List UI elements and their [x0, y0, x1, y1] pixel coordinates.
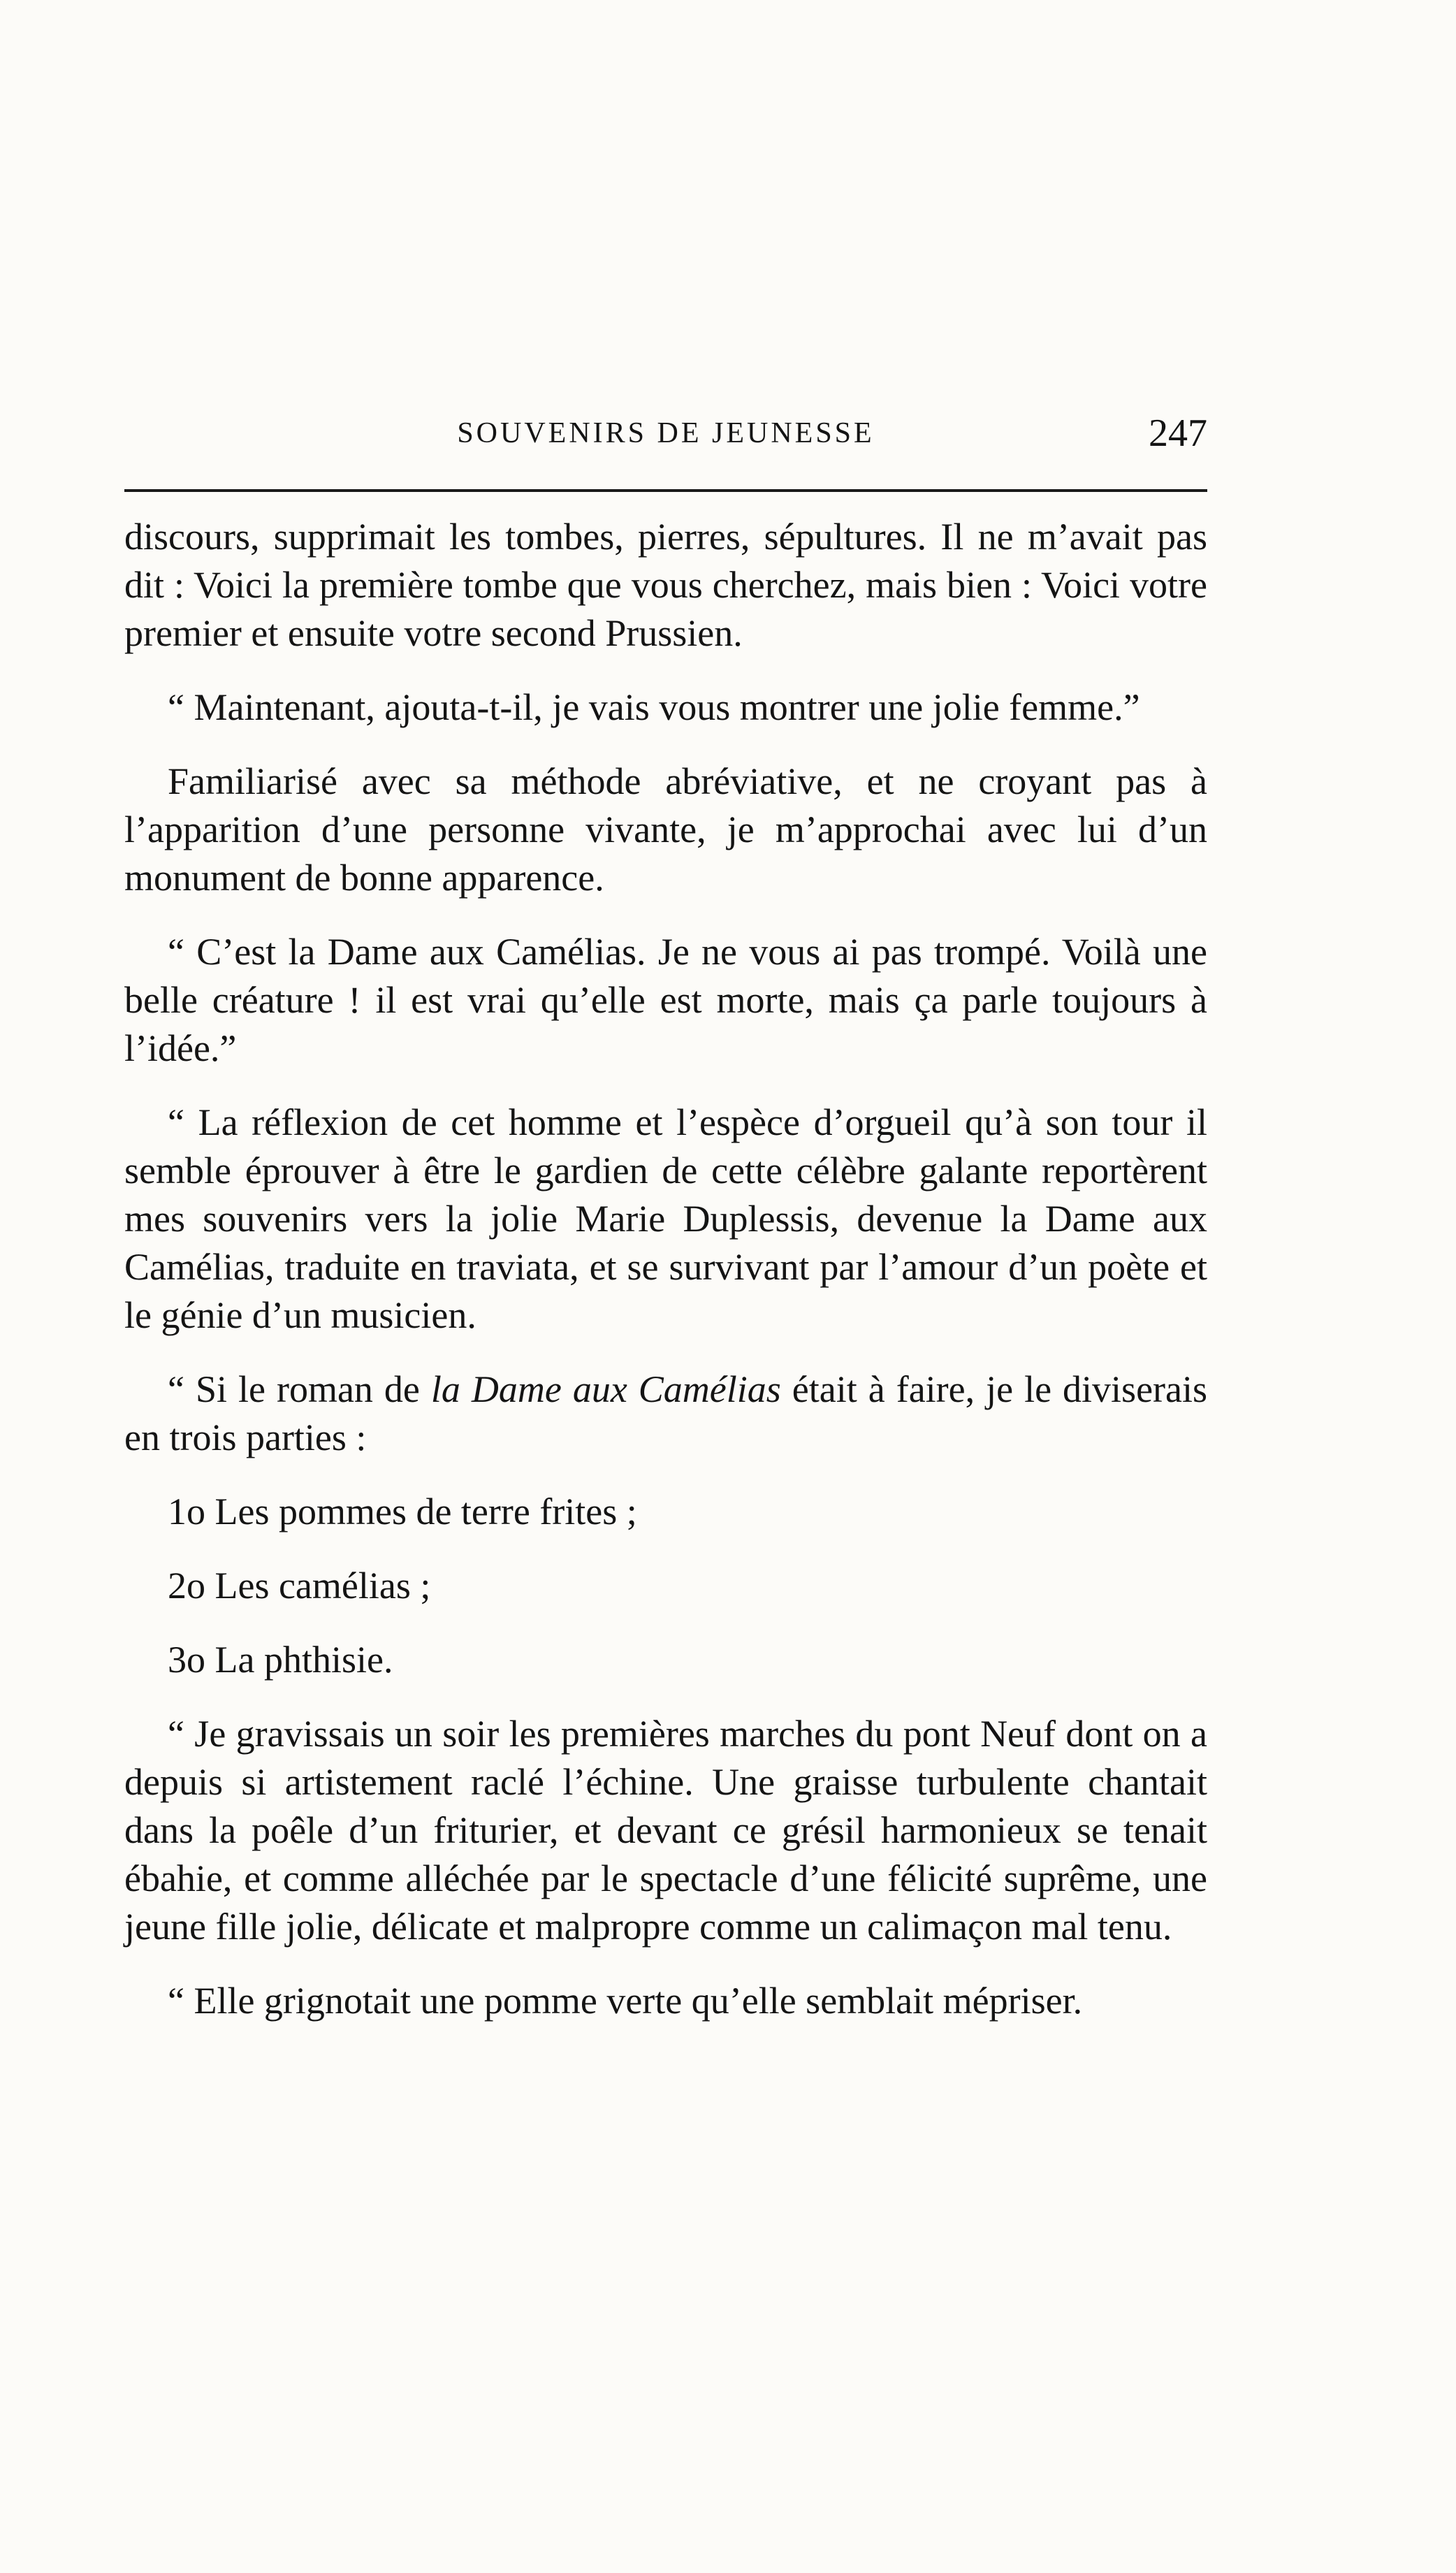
running-head: [124, 411, 1207, 460]
paragraph-4: “ C’est la Dame aux Camélias. Je ne vous ai pas trompé. Voilà une belle créature ! il est vrai qu’elle est morte, mais ça parle toujours à l’idée.”: [124, 931, 1207, 1069]
running-title: SOUVENIRS DE JEUNESSE: [457, 417, 875, 449]
list-item-2: 2o Les camélias ;: [168, 1565, 431, 1607]
paragraph-2: “ Maintenant, ajouta-t-il, je vais vous montrer une jolie femme.”: [168, 686, 1140, 728]
paragraph-3: Familiarisé avec sa méthode abréviative, et ne croyant pas à l’apparition d’une personne vivante, je m’approchai avec lui d’un monument de bonne apparence.: [124, 760, 1207, 899]
paragraph-6-start: “ Si le roman de: [168, 1368, 431, 1410]
paragraph-1: discours, supprimait les tombes, pierres, sépultures. Il ne m’avait pas dit : Voici la première tombe que vous cherchez, mais bien : Voici votre premier et ensuite votre second Prussien.: [124, 516, 1207, 654]
paragraph-5: “ La réflexion de cet homme et l’espèce d’orgueil qu’à son tour il semble éprouver à être le gardien de cette célèbre galante reportèrent mes souvenirs vers la jolie Marie Duplessis, devenue la Dame aux Camélias, traduite en traviata, et se survivant par l’amour d’un poète et le génie d’un musicien.: [124, 1101, 1207, 1336]
paragraph-6-end: était à faire, je le diviserais en trois parties :: [124, 1368, 1207, 1458]
paragraph-7: “ Je gravissais un soir les premières marches du pont Neuf dont on a depuis si artistement raclé l’échine. Une graisse turbulente chantait dans la poêle d’un friturier, et devant ce grésil harmonieux se tenait ébahie, et comme alléchée par le spectacle d’une félicité suprême, une jeune fille jolie, délicate et malpropre comme un calimaçon mal tenu.: [124, 1713, 1207, 1948]
list-item-3: 3o La phthisie.: [168, 1639, 393, 1681]
list-item-1: 1o Les pommes de terre frites ;: [168, 1491, 637, 1532]
page-number: 247: [1149, 412, 1207, 455]
header-rule: [124, 489, 1207, 492]
paragraph-6: [124, 1365, 1207, 1462]
book-title: la Dame aux Camélias: [430, 1368, 781, 1410]
body-text: [124, 513, 1207, 2025]
paragraph-8: “ Elle grignotait une pomme verte qu’elle semblait mépriser.: [168, 1980, 1083, 2022]
